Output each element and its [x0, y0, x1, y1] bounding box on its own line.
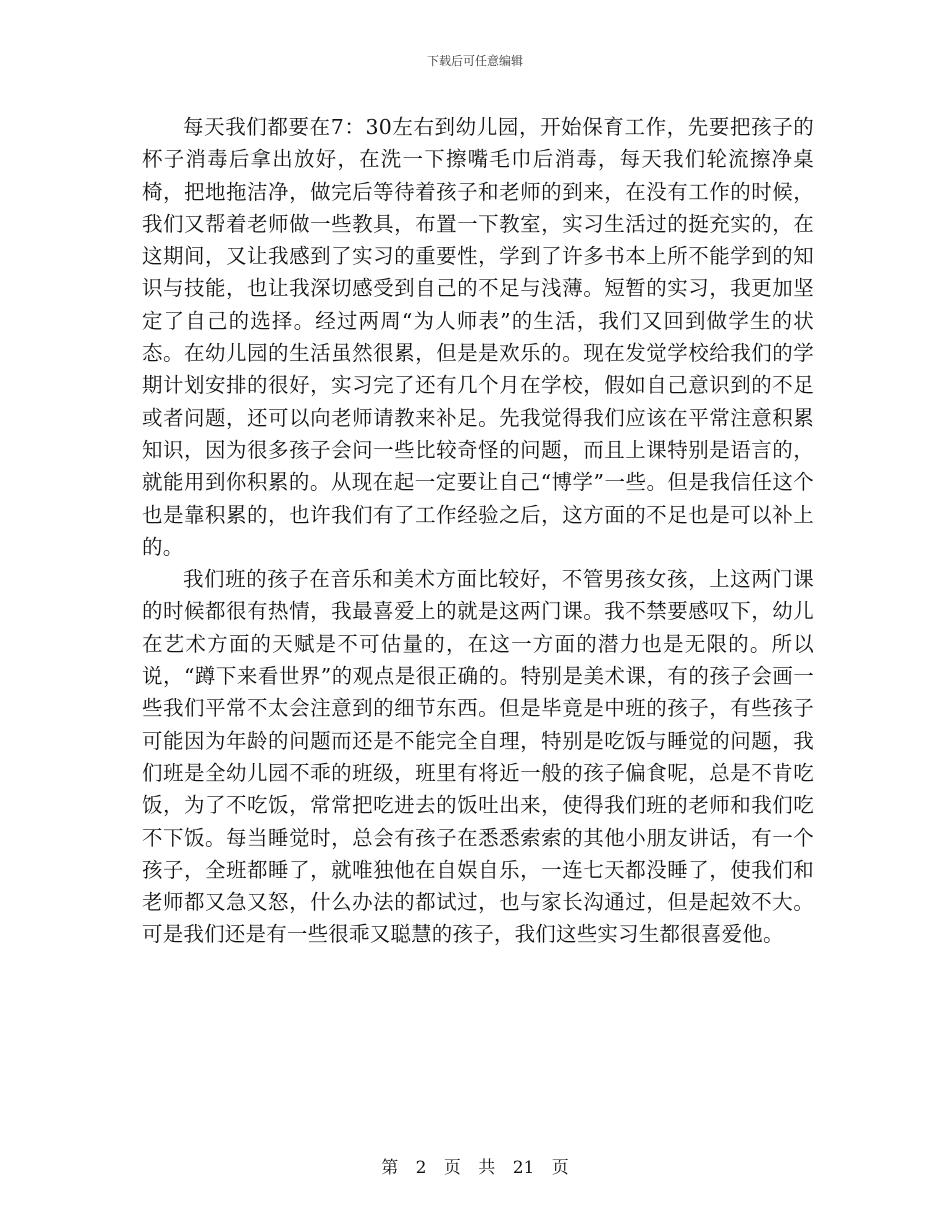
footer-suffix: 页	[551, 1158, 569, 1178]
current-page-number: 2	[415, 1158, 427, 1178]
footer-page-word: 页	[443, 1158, 461, 1178]
page-header-note: 下载后可任意编辑	[426, 54, 523, 68]
page-footer	[0, 1153, 950, 1178]
paragraph-1: 每天我们都要在7：30左右到幼儿园，开始保育工作，先要把孩子的杯子消毒后拿出放好，在洗一下擦嘴毛巾后消毒，每天我们轮流擦净桌椅，把地拖洁净，做完后等待着孩子和老师的到来，在没有工作的时候，我们又帮着老师做一些教具，布置一下教室，实习生活过的挺充实的，在这期间，又让我感到了实习的重要性，学到了许多书本上所不能学到的知识与技能，也让我深切感受到自己的不足与浅薄。短暂的实习，我更加坚定了自己的选择。经过两周“为人师表”的生活，我们又回到做学生的状态。在幼儿园的生活虽然很累，但是是欢乐的。现在发觉学校给我们的学期计划安排的很好，实习完了还有几个月在学校，假如自己意识到的不足或者问题，还可以向老师请教来补足。先我觉得我们应该在平常注意积累知识，因为很多孩子会问一些比较奇怪的问题，而且上课特别是语言的，就能用到你积累的。从现在起一定要让自己“博学”一些。但是我信任这个也是靠积累的，也许我们有了工作经验之后，这方面的不足也是可以补上的。	[142, 115, 814, 559]
footer-total-prefix: 共	[478, 1158, 496, 1178]
footer-prefix: 第	[381, 1158, 399, 1178]
paragraph-2: 我们班的孩子在音乐和美术方面比较好，不管男孩女孩，上这两门课的时候都很有热情，我最喜爱上的就是这两门课。我不禁要感叹下，幼儿在艺术方面的天赋是不可估量的，在这一方面的潜力也是无限的。所以说，“蹲下来看世界”的观点是很正确的。特别是美术课，有的孩子会画一些我们平常不太会注意到的细节东西。但是毕竟是中班的孩子，有些孩子可能因为年龄的问题而还是不能完全自理，特别是吃饭与睡觉的问题，我们班是全幼儿园不乖的班级，班里有将近一般的孩子偏食呢，总是不肯吃饭，为了不吃饭，常常把吃进去的饭吐出来，使得我们班的老师和我们吃不下饭。每当睡觉时，总会有孩子在悉悉索索的其他小朋友讲话，有一个孩子，全班都睡了，就唯独他在自娱自乐，一连七天都没睡了，使我们和老师都又急又怒，什么办法的都试过，也与家长沟通过，但是起效不大。可是我们还是有一些很乖又聪慧的孩子，我们这些实习生都很喜爱他。	[142, 567, 814, 947]
document-body	[142, 111, 814, 951]
total-page-count: 21	[512, 1158, 535, 1178]
